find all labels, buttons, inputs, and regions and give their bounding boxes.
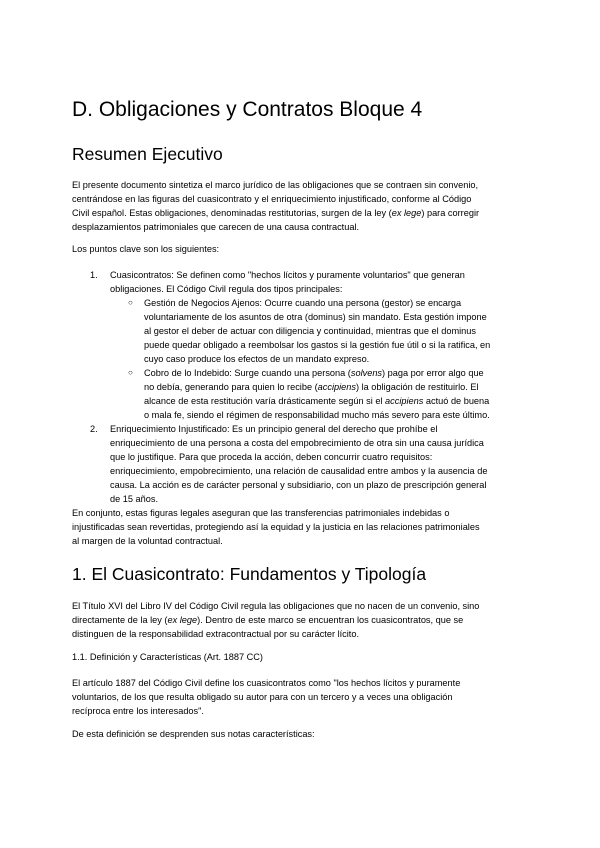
circle-bullet-icon: ○: [128, 298, 133, 307]
article-definition: El artículo 1887 del Código Civil define los cuasicontratos como "los hechos lícitos y puramente voluntarios, de los que resulta obligado su autor para con un tercero y a veces una obligación recíproca entre los interesados".: [72, 678, 461, 716]
section1-heading: 1. El Cuasicontrato: Fundamentos y Tipología: [72, 564, 427, 584]
summary-heading: Resumen Ejecutivo: [72, 144, 223, 164]
notes-lead: De esta definición se desprenden sus notas características:: [72, 729, 315, 739]
circle-bullet-icon: ○: [128, 368, 133, 377]
keypoints-lead: Los puntos clave son los siguientes:: [72, 244, 220, 254]
sub-list-item: ○ Cobro de lo Indebido: Surge cuando una persona (solvens) paga por error algo que no debía, generando para quien lo recibe (accipiens) la obligación de restituirlo. El alcance de esta restitución varía drásticamente según si el accipiens actuó de buena o mala fe, siendo el régimen de responsabilidad mucho más severo para este último.: [128, 368, 490, 420]
keypoints-list: [72, 268, 542, 506]
sub-list-item: ○ Gestión de Negocios Ajenos: Ocurre cuando una persona (gestor) se encarga voluntariamente de los asuntos de otra (dominus) sin mandato. Esta gestión impone al gestor el deber de actuar con diligencia y continuidad, mientras que el dominus puede quedar obligado a reembolsar los gastos si la gestión fue útil o si la ratifica, en cuyo caso produce los efectos de un mandato expreso.: [128, 298, 491, 364]
document-title: D. Obligaciones y Contratos Bloque 4: [72, 98, 423, 121]
section1-subheading: 1.1. Definición y Características (Art. 1887 CC): [72, 652, 263, 662]
list-item: 1. Cuasicontratos: Se definen como "hechos lícitos y puramente voluntarios" que generan obligaciones. El Código Civil regula dos tipos principales: ○ Gestión de Negocios Ajenos: Ocurre cuando una persona (gestor) se encarga voluntariamente de los asuntos de otra (dominus) sin mandato. Esta gestión impone al gestor el deber de actuar con diligencia y continuidad, mientras que el dominus puede quedar obligado a reembolsar los gastos si la gestión fue útil o si la ratifica, en cuyo caso produce los efectos de un mandato expreso. ○ Cobro de lo Indebido: Surge cuando una persona (solvens) paga por error algo que no debía, generando para quien lo recibe (accipiens) la obligación de restituirlo. El alcance de esta restitución varía drásticamente según si el accipiens actuó de buena o mala fe, siendo el régimen de responsabilidad mucho más severo para este último.: [72, 268, 542, 422]
summary-conclusion: En conjunto, estas figuras legales aseguran que las transferencias patrimoniales indebidas o injustificadas sean revertidas, protegiendo así la equidad y la justicia en las relaciones patrimoniales al margen de la voluntad contractual.: [72, 508, 480, 546]
section1-intro: El Título XVI del Libro IV del Código Civil regula las obligaciones que no nacen de un convenio, sino directamente de la ley (ex lege). Dentro de este marco se encuentran los cuasicontratos, que se distinguen de la responsabilidad extracontractual por su carácter lícito.: [72, 601, 480, 639]
summary-intro: El presente documento sintetiza el marco jurídico de las obligaciones que se contraen sin convenio, centrándose en las figuras del cuasicontrato y el enriquecimiento injustificado, conforme al Código Civil español. Estas obligaciones, denominadas restitutorias, surgen de la ley (ex lege) para corregir desplazamientos patrimoniales que carecen de una causa contractual.: [72, 180, 480, 232]
list-item: 2. Enriquecimiento Injustificado: Es un principio general del derecho que prohíbe el enriquecimiento de una persona a costa del empobrecimiento de otra sin una causa jurídica que lo justifique. Para que proceda la acción, deben concurrir cuatro requisitos: enriquecimiento, empobrecimiento, una relación de causalidad entre ambos y la ausencia de causa. La acción es de carácter personal y subsidiario, con un plazo de prescripción general de 15 años.: [90, 424, 488, 504]
